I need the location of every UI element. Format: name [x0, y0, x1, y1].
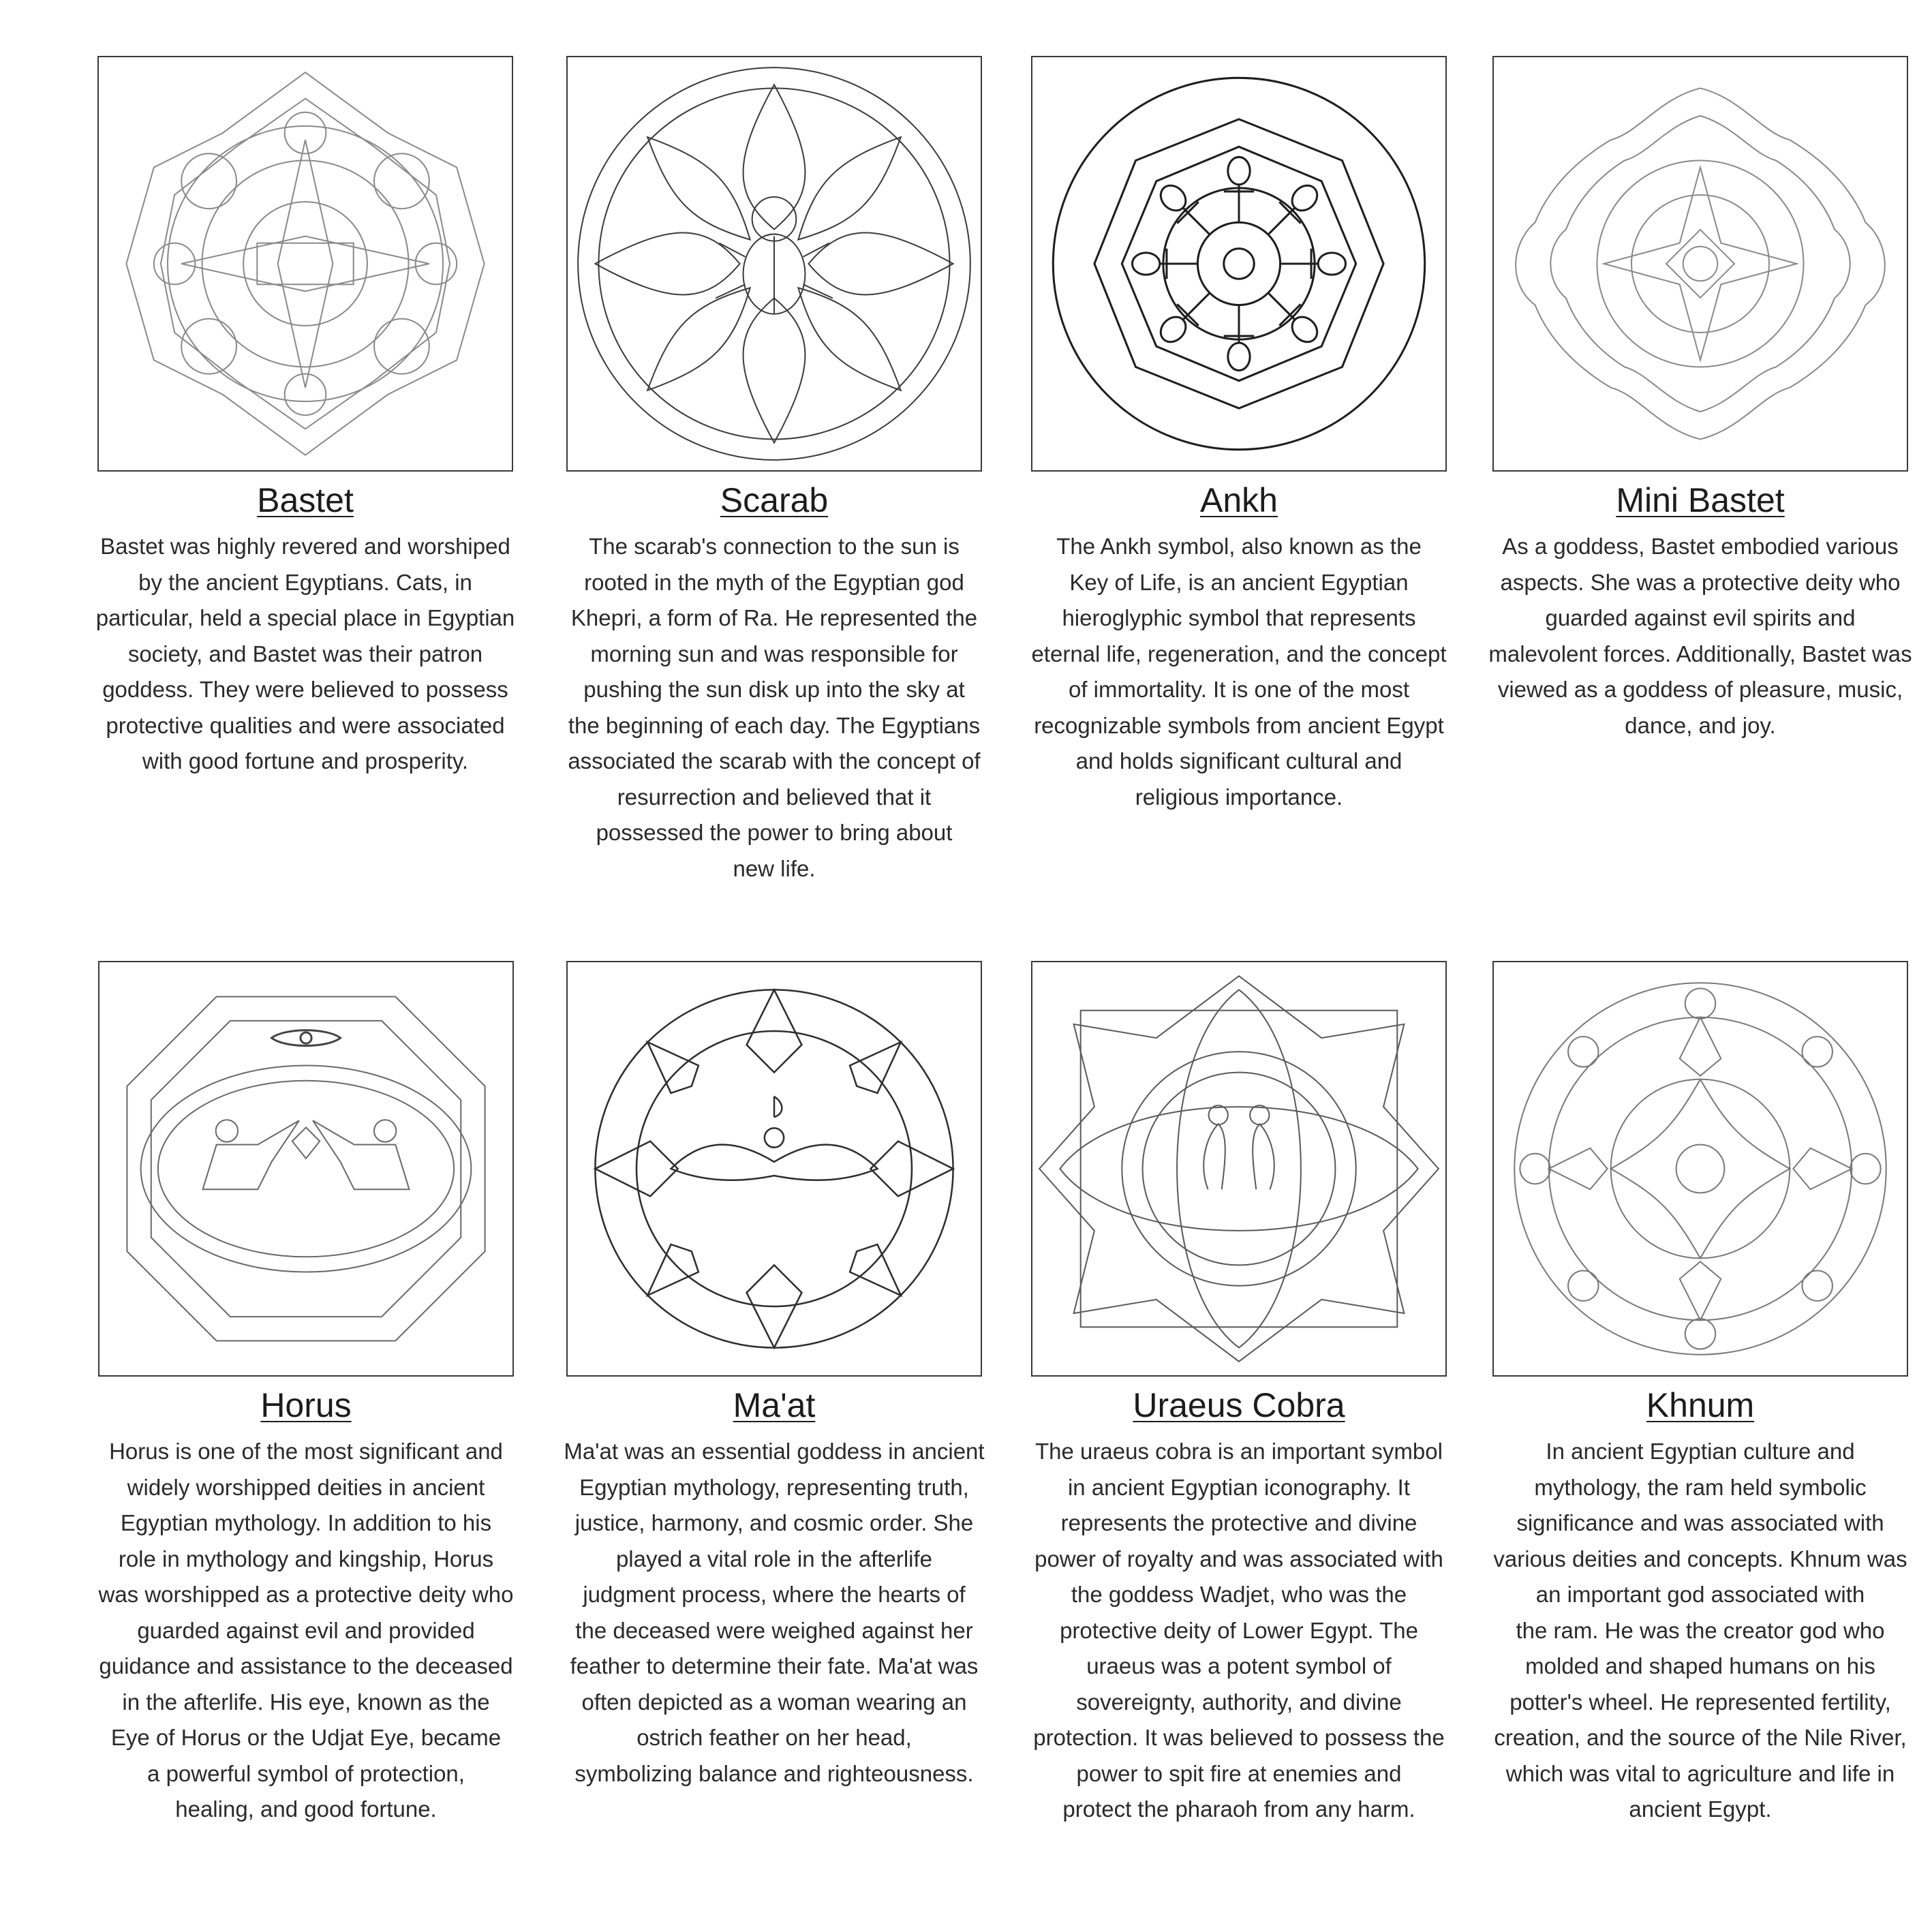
uraeus-cobra-image-frame: [1031, 961, 1447, 1377]
card-title: Bastet: [257, 481, 354, 519]
card-title: Mini Bastet: [1616, 481, 1785, 519]
khnum-image-frame: [1492, 961, 1908, 1377]
scarab-mandala-icon: [568, 57, 981, 470]
uraeus-cobra-mandala-icon: [1032, 962, 1445, 1375]
mini-bastet-mandala-icon: [1494, 57, 1907, 470]
card-description: Horus is one of the most significant and widely worshipped deities in ancient Egyptian mythology. In addition to his role in mythology and kingship, Horus was worshipped as a protective deity who guarded against evil and provided guidance and assistance to the deceased in the afterlife. His eye, known as the Eye of Horus or the Udjat Eye, became a powerful symbol of protection, healing, and good fortune.: [98, 1439, 514, 1822]
card-title: Ma'at: [733, 1386, 816, 1424]
horus-mandala-icon: [99, 962, 512, 1375]
card-description: Ma'at was an essential goddess in ancient Egyptian mythology, representing truth, justice, harmony, and cosmic order. She played a vital role in the afterlife judgment process, where the hearts of the deceased were weighed against her feather to determine their fate. Ma'at was often depicted as a woman wearing an ostrich feather on her head, symbolizing balance and righteousness.: [564, 1439, 985, 1786]
maat-mandala-icon: [568, 962, 981, 1375]
bastet-image-frame: [97, 56, 513, 472]
maat-image-frame: [566, 961, 982, 1377]
scarab-image-frame: [566, 56, 982, 472]
card-description: In ancient Egyptian culture and mythology, the ram held symbolic significance and was associated with various deities and concepts. Khnum was an important god associated with the ram. He was the creator god who molded and shaped humans on his potter's wheel. He represented fertility, creation, and the source of the Nile River, which was vital to agriculture and life in ancient Egypt.: [1493, 1439, 1907, 1822]
card-title: Uraeus Cobra: [1133, 1386, 1345, 1424]
card-description: Bastet was highly revered and worshiped by the ancient Egyptians. Cats, in particular, held a special place in Egyptian society, and Bastet was their patron goddess. They were believed to possess protective qualities and were associated with good fortune and prosperity.: [95, 534, 515, 773]
ankh-mandala-icon: [1032, 57, 1445, 470]
bastet-mandala-icon: [99, 57, 512, 470]
card-description: The uraeus cobra is an important symbol in ancient Egyptian iconography. It represents the protective and divine power of royalty and was associated with the goddess Wadjet, who was the protective deity of Lower Egypt. The uraeus was a potent symbol of sovereignty, authority, and divine protection. It was believed to possess the power to spit fire at enemies and protect the pharaoh from any harm.: [1033, 1439, 1445, 1822]
card-description: The Ankh symbol, also known as the Key of Life, is an ancient Egyptian hieroglyphic symbol that represents eternal life, regeneration, and the concept of immortality. It is one of the most recognizable symbols from ancient Egypt and holds significant cultural and religious importance.: [1031, 534, 1447, 810]
ankh-image-frame: [1031, 56, 1447, 472]
card-description: As a goddess, Bastet embodied various aspects. She was a protective deity who guarded against evil spirits and malevolent forces. Additionally, Bastet was viewed as a goddess of pleasure, music, dance, and joy.: [1488, 534, 1912, 738]
card-title: Scarab: [720, 481, 829, 519]
mini-bastet-image-frame: [1492, 56, 1908, 472]
card-title: Horus: [260, 1386, 352, 1424]
card-title: Khnum: [1646, 1386, 1755, 1424]
card-description: The scarab's connection to the sun is rooted in the myth of the Egyptian god Khepri, a form of Ra. He represented the morning sun and was responsible for pushing the sun disk up into the sky at the beginning of each day. The Egyptians associated the scarab with the concept of resurrection and believed that it possessed the power to bring about new life.: [568, 534, 981, 881]
horus-image-frame: [98, 961, 514, 1377]
card-title: Ankh: [1200, 481, 1278, 519]
khnum-mandala-icon: [1494, 962, 1907, 1375]
